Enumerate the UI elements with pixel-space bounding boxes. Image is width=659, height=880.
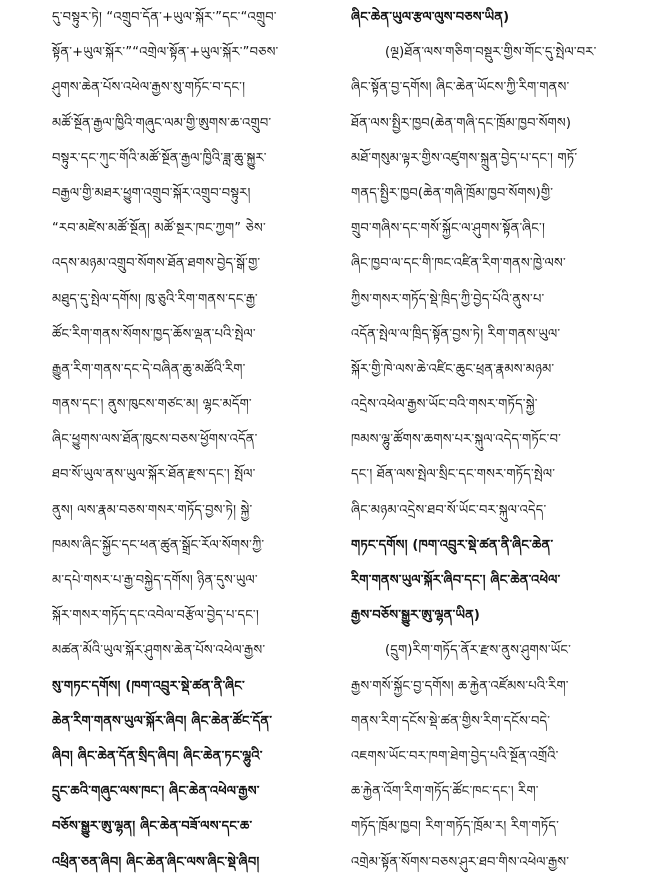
text-line: ཞིང་ཁྱབ་ལ་དང་གི་ཁང་འཛིན་རིག་གནས་ཁྱེ་ལས་ [351,256,566,272]
text-line: གནས་རིག་དངོས་སྡེ་ཚན་གྱིས་རིག་དངོས་བདེ་ [351,713,551,729]
text-line: སྟོན་+ཡུལ་སྐོར་”“འགྲེལ་སྟོན་+ཡུལ་སྐོར་”བཅས་ [52,45,279,61]
text-line: འདོན་སྤེལ་ལ་ཁྲིད་སྟོན་བྱས་ཏེ། རིག་གནས་ཡུལ་ [351,326,561,342]
text-line: འདས་མཉམ་འགྲུབ་སོགས་ཐོན་ཐགས་བྱེད་སྒོ་གྱ་ [52,256,261,272]
text-line: འཇགས་ཡོང་བར་ཁག་ཐེག་བྱེད་པའི་སྔོན་འགྲོའི་ [351,748,559,764]
text-line: ཤུགས་ཆེན་པོས་འཕེལ་རྒྱས་སུ་གཏོང་བ་དང་། [52,80,246,96]
text-line: མཐོ་གསུམ་ལྟར་གྱིས་འཛུགས་སྐྲུན་བྱེད་པ་དང་། གཏོ་ [351,150,578,166]
text-line: འདྲེས་འཕེལ་རྒྱས་ཡོང་བའི་གསར་གཏོད་སྐྱེ་ [351,397,538,413]
text-line: ཐབ་སོ་ཡུལ་ནས་ཡུལ་སྐོར་ཐོན་རྫས་དང་། སྤོལ་ [52,467,256,483]
text-line: ཁམས་ལྷུ་ཚོགས་ཆགས་པར་སྐུལ་འདེད་གཏོང་བ་ [351,432,562,448]
text-line: བསྟུར་དང་ཀུང་གོའི་མཚོ་སྔོན་རྒྱལ་ཁྱིའི་ཟླ་ཆུ་སྐྱུར་ [52,150,267,166]
text-line: ཞིང་སྟོན་བྱ་དགོས། ཞིང་ཆེན་ཡོངས་ཀྱི་རིག་གནས་ [351,80,570,96]
left-column [52,0,330,870]
text-line: བཅོས་སྒྱུར་ཨུ་ལྷན། ཞིང་ཆེན་བཟོ་ལས་དང་ཆ་ [52,819,253,835]
text-line: དྲུང་ཆའི་གཞུང་ལས་ཁང་། ཞིང་ཆེན་འཕེལ་རྒྱས་ [52,784,260,800]
text-line: བརྒྱལ་གྱི་མཐར་ཕྱུག་འགྲུབ་སྐོར་འགྲུབ་བསྟུར། [52,185,251,201]
text-line: ཀྱིས་གསར་གཏོད་སྡེ་ཁྲིད་ཀྱི་བྱེད་པོའི་ནུས་པ་ [351,291,545,307]
text-line: གནས་དང་། ནུས་ཁུངས་གཙང་མ། ལྷང་མདོག་ [52,397,252,413]
text-line: དང་། ཐོན་ལས་སྤེལ་སྲིང་དང་གསར་གཏོད་སྤེལ་ [351,467,556,483]
text-line: ཆེན་རིག་གནས་ཡུལ་སྐོར་ཞིབ། ཞིང་ཆེན་ཚོང་དོན་ [52,713,273,729]
text-line: གཏང་དགོས། (ཁག་འབྲུར་སྡེ་ཚན་ནི་ཞིང་ཆེན་ [351,537,554,553]
text-line: རིག་གནས་ཡུལ་སྐོར་ཞིབ་དང་། ཞིང་ཆེན་འཕེལ་ [351,573,561,588]
text-line: འགྲེམ་སྟོན་སོགས་བཅས་ཤུར་ཐབ་གིས་འཕེལ་རྒྱས་ [351,854,570,870]
text-line: མཐུད་དུ་སྤེལ་དགོས། ཁུ་ཅུའི་རིག་གནས་དང་རྒྱ་ [52,291,258,307]
text-line: རྒྱུན་རིག་གནས་དང་དེ་བཞིན་ཆུ་མཚོའི་རིག་ [52,361,246,377]
text-line: མ་དཔེ་གསར་པ་རྒྱ་བསྐྱེད་དགོས། ཉིན་དུས་ཡུལ་ [52,573,258,588]
text-line: ཁམས་ཞིང་སྐྱོང་དང་ཕན་ཚུན་སྒྲོང་རོལ་སོགས་ཀྱི་ [52,537,265,553]
text-line: ཞིང་ཆེན་ཡུལ་རྩལ་ལུས་བཅས་ཡིན) [351,10,510,25]
text-line: ཆ་རྐྱེན་འོག་རིག་གཏོད་ཚོང་ཁང་དང་། རིག་ [351,784,539,800]
text-line: (དྲུག)རིག་གཏོད་ནོར་རྫས་ནུས་ཤུགས་ཡོང་ [385,643,572,659]
text-line: དུ་བསྟུར་ཏེ། “འགྲུབ་དོན་+ཡུལ་སྐོར་”དང་“འགྲུབ་ [52,10,277,25]
text-line: མཚན་མོའི་ཡུལ་སྐོར་ཤུགས་ཆེན་པོས་འཕེལ་རྒྱས་ [52,643,266,659]
text-line: སུ་གཏང་དགོས། (ཁག་འབྲུར་སྡེ་ཚན་ནི་ཞིང་ [52,678,245,694]
text-line: ཞིང་མཉམ་འདྲེས་ཐབ་སོ་ཡོང་བར་སྐུལ་འདེད་ [351,502,547,518]
text-line: གྲུབ་གཞིས་དང་གསོ་སྐྱོང་ལ་ཤུགས་སྟོན་ཞིང་། [351,221,546,237]
text-line: ནུས། ལས་རྣམ་བཅས་གསར་གཏོད་བྱས་ཏེ། སྐྱེ་ [52,502,253,518]
text-line: གཏོད་ཁྲོམ་ཁྱབ། རིག་གཏོད་ཁྲོམ་ར། རིག་གཏོད་ [351,819,560,835]
text-line: མཚོ་སྔོན་རྒྱལ་ཁྱིའི་གཞུང་ལམ་གྱི་ཨུགས་ཆ་འགྲུབ་ [52,115,272,131]
text-line: རྒྱས་བཅོས་སྒྱུར་ཨུ་ལྷན་ཡིན) [351,608,481,624]
right-column [351,0,643,870]
text-line: སྐོར་གྱི་ཁེ་ལས་ཆེ་འཛིང་ཆུང་ཕྲན་རྣམས་མཉམ་ [351,361,555,377]
text-line: གནད་སྤྱིར་ཁྱབ(ཆེན་གཞི་ཁྲོམ་ཁྱབ་སོགས)གྱི་ [351,185,554,201]
text-line: (ལྔ)ཐོན་ལས་གཅིག་བསྡུར་གྱིས་གོང་དུ་སྤེལ་བར་ [385,45,597,61]
text-line: སྐོར་གསར་གཏོད་དང་འབེལ་བརྩོལ་བྱེད་པ་དང་། [52,608,259,624]
text-line: རྒྱས་གསོ་སྐྱོང་བྱ་དགོས། ཆ་རྐྱེན་འཛོམས་པའི་རིག་ [351,678,569,694]
text-line: ཞིབ། ཞིང་ཆེན་དོན་སྲིད་ཞིབ། ཞིང་ཆེན་ཏང་ལྷུའི་ [52,748,263,764]
text-line: “རབ་མཛེས་མཚོ་སྔོན། མཚོ་སྔར་ཁང་ཀྱག” ཅེས་ [52,221,266,237]
text-line: ཚོང་རིག་གནས་སོགས་ཁྱད་ཆོས་ལྡན་པའི་སྤེལ་ [52,326,256,342]
text-line: འཕྲིན་ཅན་ཞིབ། ཞིང་ཆེན་ཞིང་ལས་ཞིང་སྡེ་ཞིབ། [52,854,260,870]
text-line: ཐོན་ལས་སྤྱིར་ཁྱབ(ཆེན་གཞི་དང་ཁྲོམ་ཁྱབ་སོགས) [351,115,572,131]
text-line: ཞིང་ཕྱུགས་ལས་ཐོན་ཁུངས་བཅས་ཕྱོགས་འདོན་ [52,432,258,448]
